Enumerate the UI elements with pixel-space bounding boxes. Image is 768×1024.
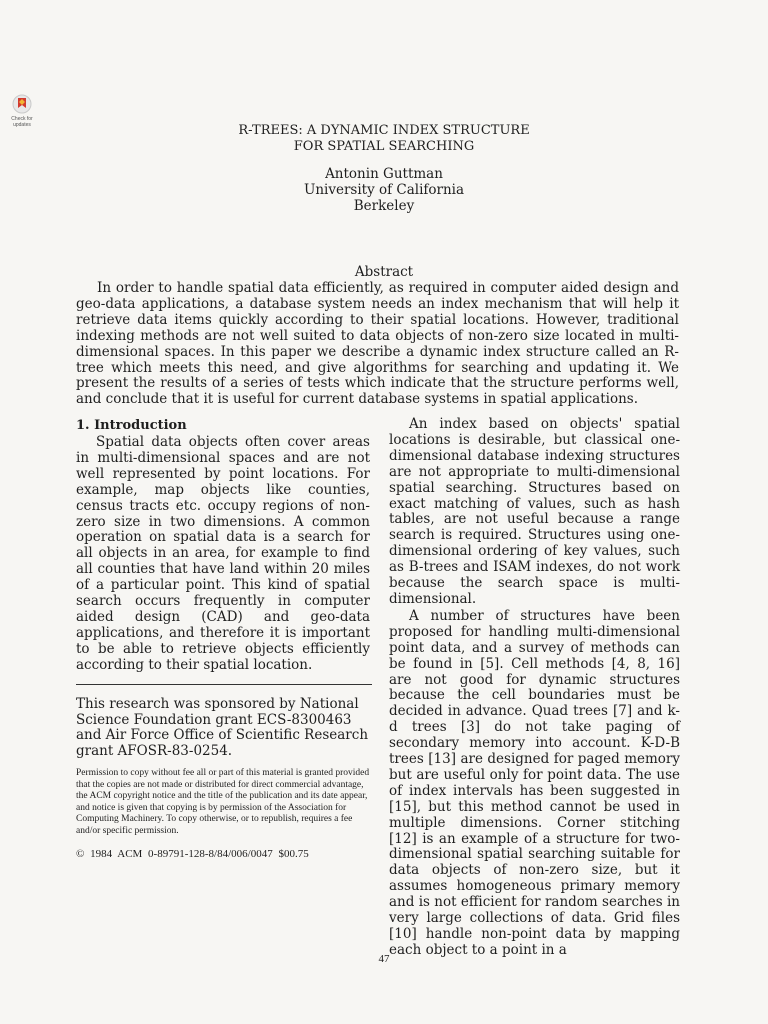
right-paragraph-1: An index based on objects' spatial locations is desirable, but classical one-dimensional database indexing structures are not appropriate to multi-dimensional spatial searching. Structures based on exact matching of values, such as hash tables, are not useful because a range search is required. Structures using one-dimensional ordering of key values, such as B-trees and ISAM indexes, do not work because the search space is multi-dimensional. [389, 416, 680, 607]
intro-paragraph-1: Spatial data objects often cover areas in multi-dimensional spaces and are not well represented by point locations. For example, map objects like counties, census tracts etc. occupy regions of non-zero size in two dimensions. A common operation on spatial data is a search for all objects in an area, for example to find all counties that have land within 20 miles of a particular point. This kind of spatial search occurs frequently in computer aided design (CAD) and geo-data applications, and therefore it is important to be able to retrieve objects efficiently according to their spatial location. [76, 434, 370, 673]
title-line-2: FOR SPATIAL SEARCHING [293, 139, 475, 154]
section-heading-introduction: 1. Introduction [76, 418, 187, 433]
copyright-line: © 1984 ACM 0-89791-128-8/84/006/0047 $00.75 [76, 848, 309, 860]
author-location: Berkeley [353, 198, 415, 214]
page-number: 47 [378, 953, 390, 965]
author-affiliation: University of California [303, 182, 465, 198]
author-name: Antonin Guttman [325, 166, 443, 182]
sponsor-footnote: This research was sponsored by National Science Foundation grant ECS-8300463 and Air Force Office of Scientific Research grant AFOSR-83-0254. [76, 696, 369, 759]
left-column [76, 417, 370, 674]
check-for-updates-icon [12, 93, 32, 115]
author-block [0, 166, 768, 214]
title-line-1: R-TREES: A DYNAMIC INDEX STRUCTURE [238, 123, 530, 138]
badge-label: Check for updates [11, 116, 33, 128]
footnote-divider [76, 684, 372, 685]
permission-notice: Permission to copy without fee all or part of this material is granted provided that the copies are not made or distributed for direct commercial advantage, the ACM copyright notice and the title of the publication and its date appear, and notice is given that copying is by permission of the Association for Computing Machinery. To copy otherwise, or to republish, requires a fee and/or specific permission. [76, 768, 370, 836]
right-paragraph-2: A number of structures have been proposed for handling multi-dimensional point data, and a survey of methods can be found in [5]. Cell methods [4, 8, 16] are not good for dynamic structures because the cell boundaries must be decided in advance. Quad trees [7] and k-d trees [3] do not take paging of secondary memory into account. K-D-B trees [13] are designed for paged memory but are useful only for point data. The use of index intervals has been suggested in [15], but this method cannot be used in multiple dimensions. Corner stitching [12] is an example of a structure for two-dimensional spatial searching suitable for data objects of non-zero size, but it assumes homogeneous primary memory and is not efficient for random searches in very large collections of data. Grid files [10] handle non-point data by mapping each object to a point in a [389, 607, 680, 958]
right-column [389, 417, 680, 960]
paper-title [0, 123, 768, 155]
abstract-heading: Abstract [354, 264, 414, 280]
abstract-text: In order to handle spatial data efficiently, as required in computer aided design and geo-data applications, a database system needs an index mechanism that will help it retrieve data items quickly according to their spatial locations. However, traditional indexing methods are not well suited to data objects of non-zero size located in multi-dimensional spaces. In this paper we describe a dynamic index structure called an R-tree which meets this need, and give algorithms for searching and updating it. We present the results of a series of tests which indicate that the structure performs well, and conclude that it is useful for current database systems in spatial applications. [76, 280, 679, 408]
